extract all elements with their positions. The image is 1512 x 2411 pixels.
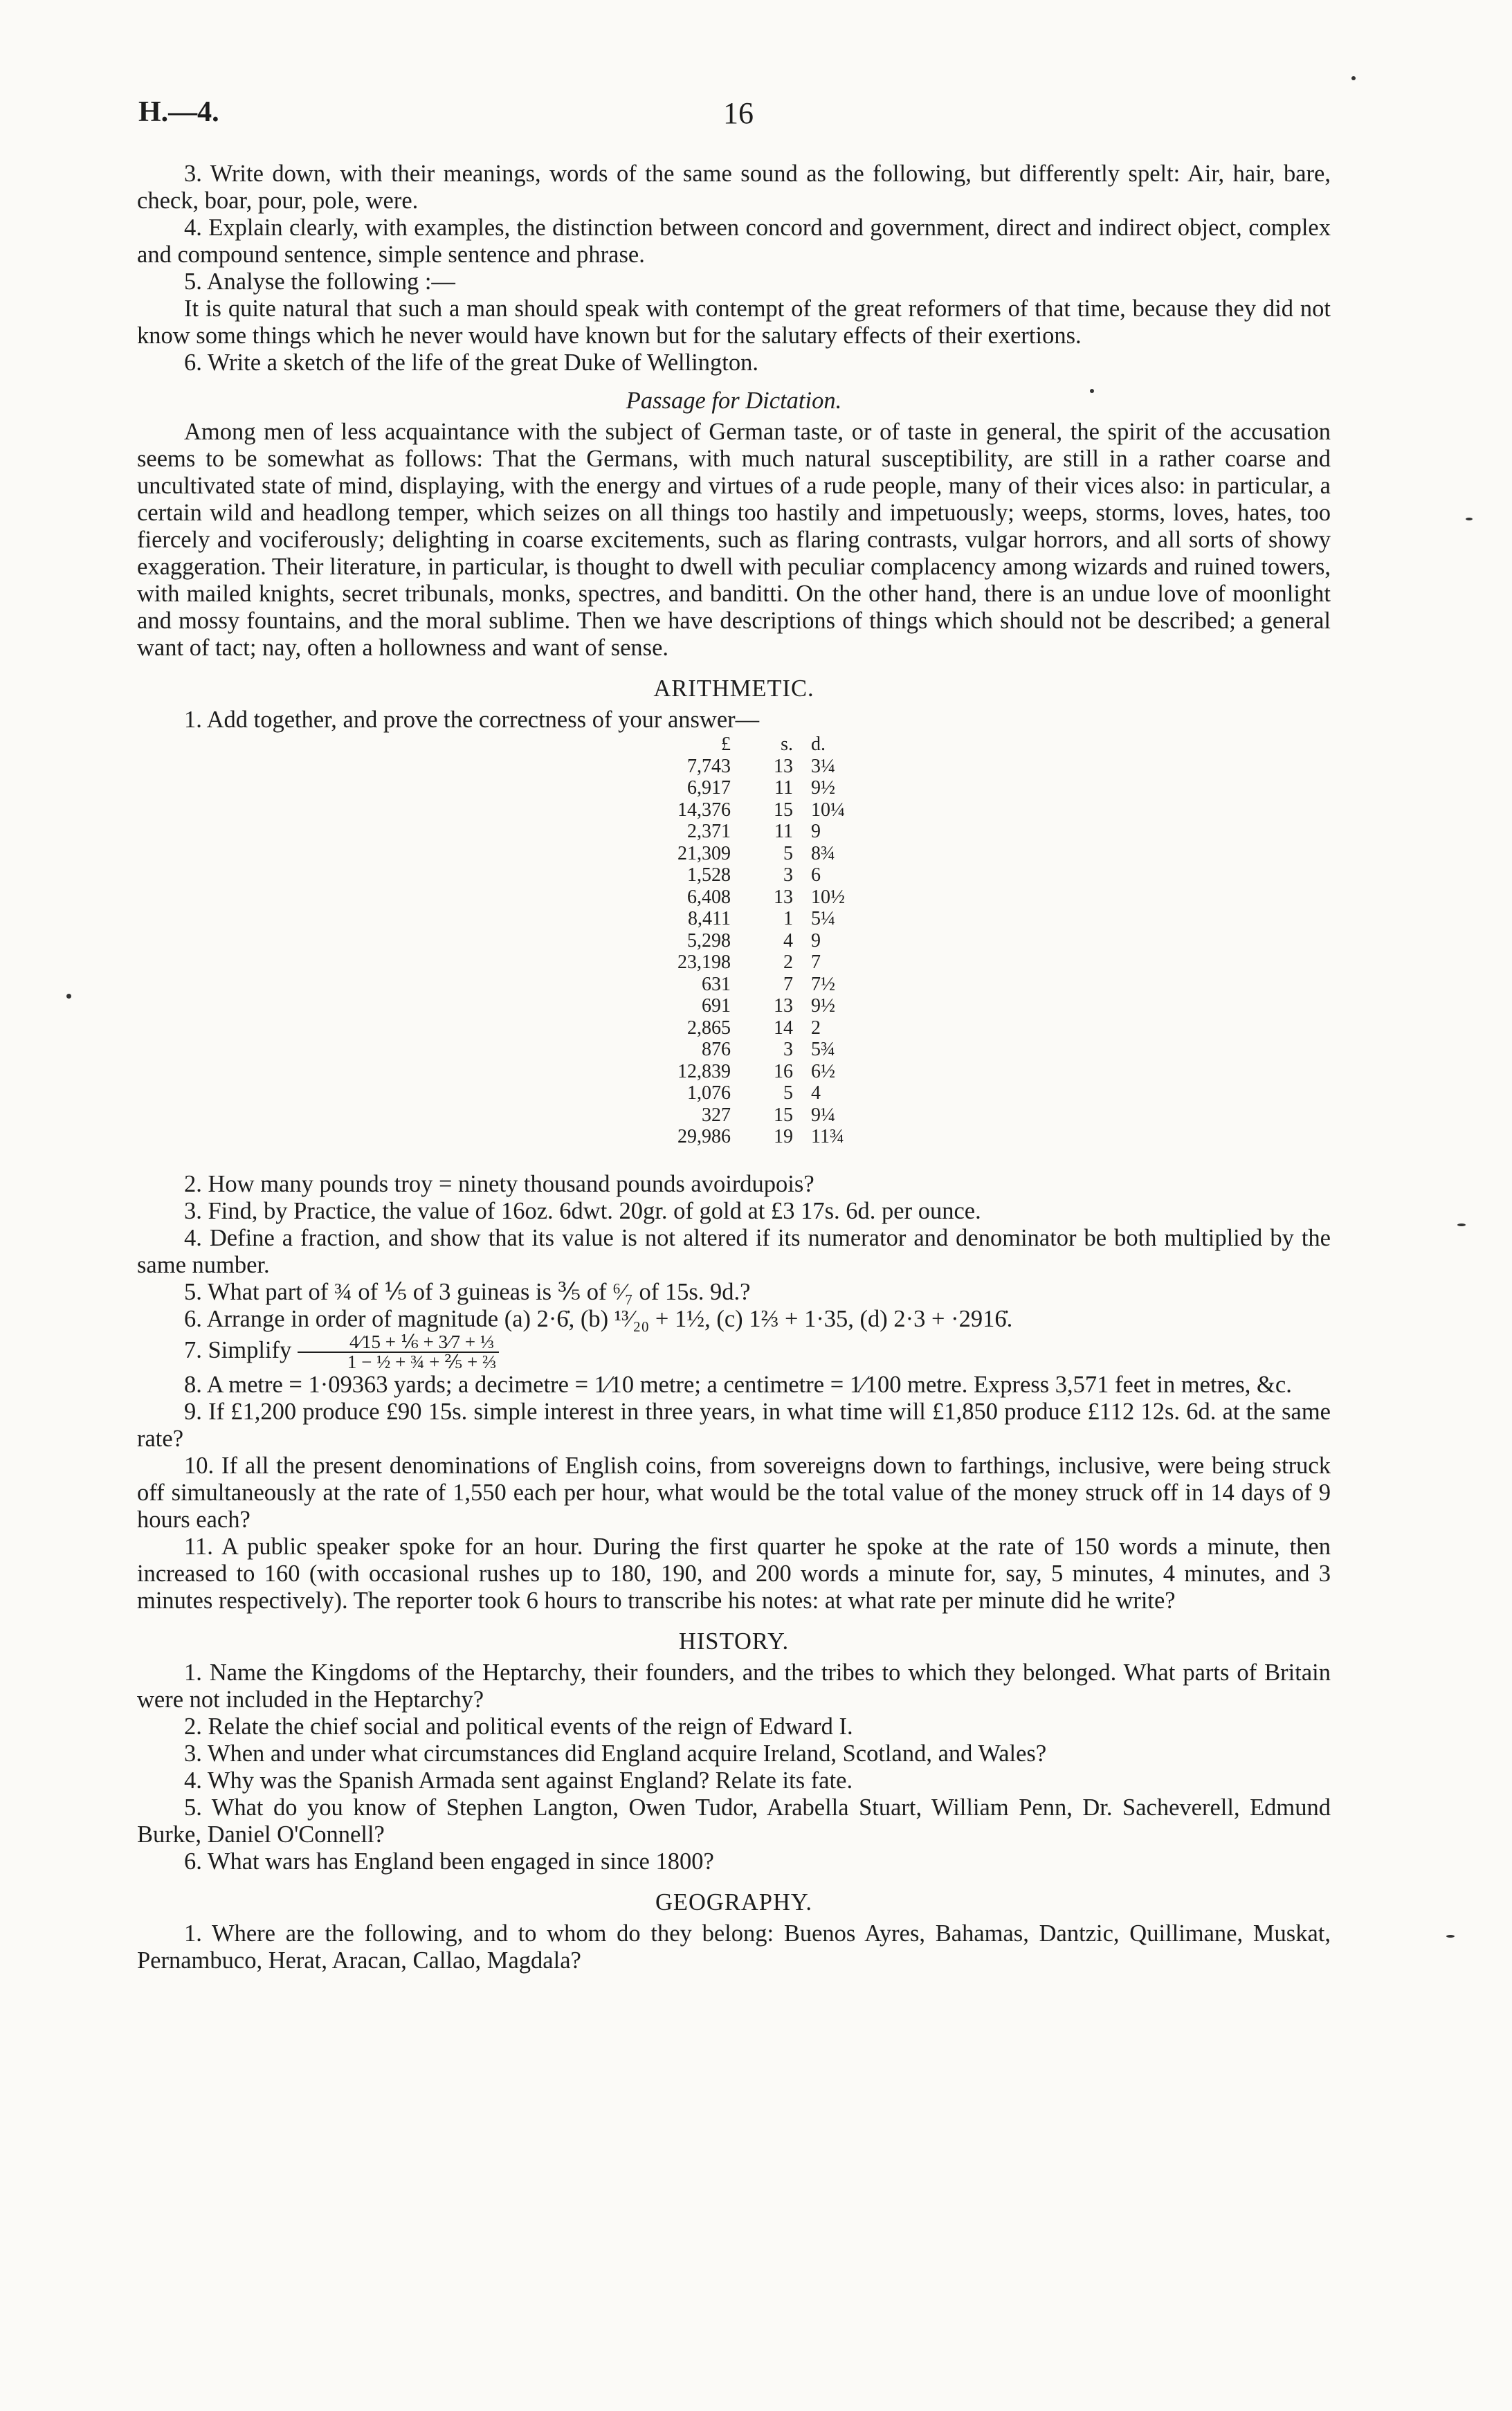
money-table-row [620,1017,859,1039]
pounds-cell: 691 [702,995,731,1017]
shillings-cell: 7 [783,973,793,995]
pence-cell: 11¾ [811,1126,844,1147]
arithmetic-question-11: 11. A public speaker spoke for an hour. During the first quarter he spoke at the rate of 150 words a minute, then increased to 160 (with occasional rushes up to 180, 190, and 200 words a minute for, say, 5 minutes, 4 minutes, and 3 minutes respectively). The reporter took 6 hours to transcribe his notes: at what rate per minute did he write? [137,1534,1331,1614]
scan-speck [1457,1223,1466,1226]
pence-cell: 9 [811,929,821,952]
arithmetic-question-5: 5. What part of ¾ of ⅕ of 3 guineas is ⅗ of ⁶⁄₇ of 15s. 9d.? [184,1279,751,1305]
arithmetic-question-2: 2. How many pounds troy = ninety thousand pounds avoirdupois? [184,1171,814,1197]
money-table-row [620,995,859,1017]
arithmetic-question-8: 8. A metre = 1·09363 yards; a decimetre = 1⁄10 metre; a centimetre = 1⁄100 metre. Express 3,571 feet in metres, &c. [184,1372,1292,1398]
history-question-5: 5. What do you know of Stephen Langton, Owen Tudor, Arabella Stuart, William Penn, Dr. Sacheverell, Edmund Burke, Daniel O'Connell? [137,1794,1331,1848]
arithmetic-question-4: 4. Define a fraction, and show that its value is not altered if its numerator and denominator be both multiplied by the same number. [137,1225,1331,1278]
shillings-cell: 5 [783,842,793,864]
arithmetic-question-3: 3. Find, by Practice, the value of 16oz. 6dwt. 20gr. of gold at £3 17s. 6d. per ounce. [184,1198,981,1224]
pounds-cell: 12,839 [677,1060,731,1082]
pence-cell: 7½ [811,973,835,995]
money-table-row [620,1104,859,1127]
shillings-cell: 19 [774,1126,793,1147]
money-table-row [620,1061,859,1083]
fraction-denominator: 1 − ½ + ¾ + ⅖ + ⅔ [347,1352,497,1372]
money-table-header [620,734,859,756]
money-table-row [620,1039,859,1061]
arithmetic-question-10: 10. If all the present denominations of English coins, from sovereigns down to farthings, inclusive, were being struck off simultaneously at the rate of 1,550 each per hour, what would be the total value of the money struck off in 14 days of 9 hours each? [137,1453,1331,1533]
pence-cell: 9 [811,821,821,842]
shillings-cell: 16 [774,1060,793,1082]
scan-speck [1351,76,1356,80]
pence-cell: 9¼ [811,1104,835,1126]
money-table-row [620,1082,859,1104]
geography-question-1: 1. Where are the following, and to whom do they belong: Buenos Ayres, Bahamas, Dantzic, Quillimane, Muskat, Pernambuco, Herat, Aracan, Callao, Magdala? [137,1920,1331,1974]
money-table-row [620,1126,859,1148]
document-reference: H.—4. [138,96,219,128]
pence-cell: 2 [811,1017,821,1039]
fraction-numerator: 4⁄15 + ⅙ + 3⁄7 + ⅓ [298,1333,499,1353]
money-table-row [620,930,859,952]
pounds-cell: 6,408 [687,886,731,908]
scan-speck [66,994,71,999]
shillings-cell: 2 [783,952,793,973]
analysis-passage: It is quite natural that such a man should speak with contempt of the great reformers of that time, because they did not know some things which he never would have known but for the salutary effects of their exertions. [137,295,1331,349]
money-table-row [620,864,859,886]
pounds-cell: 23,198 [677,952,731,973]
pence-cell: 6 [811,864,821,886]
pounds-cell: 2,371 [687,821,731,842]
money-table-row [620,952,859,974]
pounds-cell: 1,528 [687,864,731,886]
shillings-cell: 3 [783,864,793,886]
pence-cell: 7 [811,952,821,973]
scan-speck [1446,1935,1455,1938]
history-question-1: 1. Name the Kingdoms of the Heptarchy, their founders, and the tribes to which they belonged. What parts of Britain were not included in the Heptarchy? [137,1659,1331,1713]
pence-cell: 6½ [811,1060,835,1082]
scan-speck [1090,389,1094,393]
shillings-cell: 14 [774,1017,793,1039]
page-number: 16 [723,96,754,130]
shillings-cell: 15 [774,799,793,821]
money-table-row [620,821,859,843]
grammar-question-3: 3. Write down, with their meanings, words of the same sound as the following, but differently spelt: Air, hair, bare, check, boar, pour, pole, were. [137,161,1331,214]
money-table-wrap [137,734,1331,1171]
pounds-cell: 14,376 [677,799,731,821]
money-table-row [620,799,859,821]
money-addition-table [620,734,859,1148]
pence-cell: 3¼ [811,755,835,777]
arithmetic-question-7 [137,1333,1331,1372]
grammar-questions [137,161,1331,376]
pence-cell: 10½ [811,886,845,908]
money-table-row [620,908,859,930]
shillings-cell: 13 [774,886,793,908]
shillings-cell: 5 [783,1082,793,1104]
shillings-header: s. [781,734,793,755]
pence-cell: 8¾ [811,842,835,864]
shillings-cell: 3 [783,1039,793,1060]
pounds-cell: 1,076 [687,1082,731,1104]
simplify-label: 7. Simplify [184,1336,292,1363]
pounds-cell: 631 [702,973,731,995]
geography-heading: GEOGRAPHY. [655,1889,812,1916]
scan-speck [1466,518,1473,520]
pounds-cell: 5,298 [687,929,731,952]
history-heading: HISTORY. [678,1628,790,1655]
pence-cell: 5¼ [811,908,835,929]
shillings-cell: 11 [774,821,793,842]
money-table-row [620,756,859,778]
page-content [137,161,1331,1974]
money-table-row [620,843,859,865]
pounds-cell: 2,865 [687,1017,731,1039]
money-table-row [620,777,859,799]
pounds-cell: 6,917 [687,777,731,799]
money-table-body [620,756,859,1148]
grammar-question-4: 4. Explain clearly, with examples, the distinction between concord and government, direct and indirect object, complex and compound sentence, simple sentence and phrase. [137,215,1331,268]
history-question-3: 3. When and under what circumstances did England acquire Ireland, Scotland, and Wales? [184,1740,1047,1767]
pounds-cell: 327 [702,1104,731,1126]
grammar-question-5: 5. Analyse the following :— [184,269,455,295]
arithmetic-question-1: 1. Add together, and prove the correctness of your answer— [184,707,760,733]
arithmetic-heading: ARITHMETIC. [653,675,814,702]
pence-cell: 10¼ [811,799,845,821]
shillings-cell: 13 [774,755,793,777]
history-question-6: 6. What wars has England been engaged in since 1800? [184,1848,714,1875]
pence-header: d. [811,734,826,755]
dictation-heading: Passage for Dictation. [626,388,842,414]
pounds-header: £ [721,734,731,755]
shillings-cell: 11 [774,777,793,799]
pence-cell: 9½ [811,777,835,799]
shillings-cell: 4 [783,929,793,952]
pounds-cell: 7,743 [687,755,731,777]
pence-cell: 5¾ [811,1039,835,1060]
arithmetic-question-9: 9. If £1,200 produce £90 15s. simple interest in three years, in what time will £1,850 produce £112 12s. 6d. at the same rate? [137,1399,1331,1452]
pounds-cell: 8,411 [688,908,731,929]
shillings-cell: 1 [783,908,793,929]
money-table-row [620,886,859,909]
pounds-cell: 876 [702,1039,731,1060]
pounds-cell: 29,986 [677,1126,731,1147]
history-question-4: 4. Why was the Spanish Armada sent against England? Relate its fate. [184,1767,853,1794]
pounds-cell: 21,309 [677,842,731,864]
history-question-2: 2. Relate the chief social and political events of the reign of Edward I. [184,1713,853,1740]
grammar-question-6: 6. Write a sketch of the life of the great Duke of Wellington. [184,349,758,376]
pence-cell: 4 [811,1082,821,1104]
dictation-passage: Among men of less acquaintance with the subject of German taste, or of taste in general, the spirit of the accusation seems to be somewhat as follows: That the Germans, with much natural susceptibility, are still in a rather coarse and uncultivated state of mind, displaying, with the energy and virtues of a rude people, many of their vices also: in particular, a certain wild and headlong temper, which seizes on all things too hastily and impetuously; weeps, storms, loves, hates, too fiercely and vociferously; delighting in coarse excitements, such as flaring contrasts, vulgar horrors, and all sorts of showy exaggeration. Their literature, in particular, is thought to dwell with peculiar complacency among wizards and ruined towers, with mailed knights, secret tribunals, monks, spectres, and banditti. On the other hand, there is an undue love of moonlight and mossy fountains, and the moral sublime. Then we have descriptions of things which should not be described; a general want of tact; nay, often a hollowness and want of sense. [137,419,1331,661]
arithmetic-question-6: 6. Arrange in order of magnitude (a) 2·6̇, (b) ¹³⁄₂₀ + 1½, (c) 1⅔ + 1·35, (d) 2·3 + ·2916̇. [184,1306,1013,1332]
money-table-row [620,974,859,996]
pence-cell: 9½ [811,995,835,1017]
compound-fraction [298,1333,499,1372]
shillings-cell: 15 [774,1104,793,1126]
shillings-cell: 13 [774,995,793,1017]
page-header [138,95,1394,137]
